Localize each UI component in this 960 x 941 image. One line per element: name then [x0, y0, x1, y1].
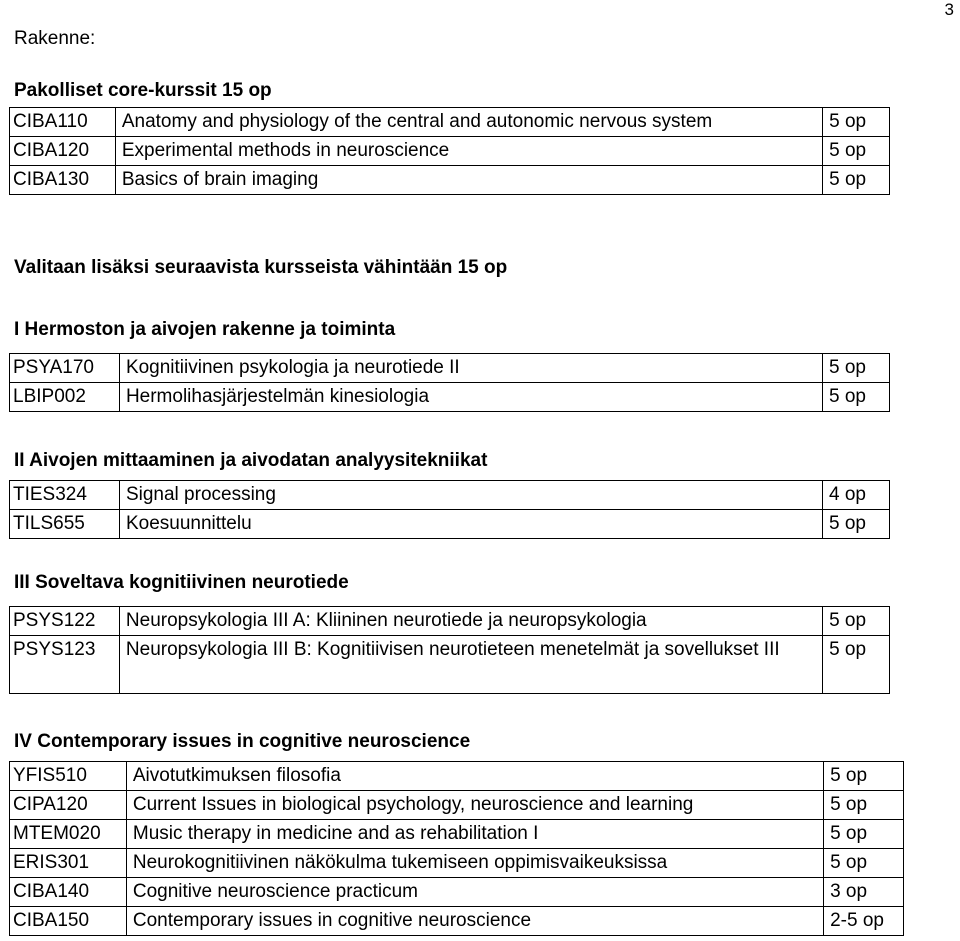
table-row — [10, 820, 904, 849]
course-name: Cognitive neuroscience practicum — [126, 878, 823, 907]
table-row — [10, 762, 904, 791]
course-credits: 5 op — [824, 762, 904, 791]
course-credits: 5 op — [823, 383, 890, 412]
section-heading: IV Contemporary issues in cognitive neuroscience — [14, 731, 471, 752]
course-name: Koesuunnittelu — [119, 510, 822, 539]
table-row — [10, 166, 890, 195]
course-name: Basics of brain imaging — [115, 166, 822, 195]
section-course-table — [9, 606, 890, 694]
table-row — [10, 849, 904, 878]
table-row — [10, 510, 890, 539]
table-row — [10, 137, 890, 166]
table-row — [10, 907, 904, 936]
course-name: Neuropsykologia III B: Kognitiivisen neurotieteen menetelmät ja sovellukset III — [119, 636, 822, 694]
course-code: YFIS510 — [10, 762, 127, 791]
table-row — [10, 878, 904, 907]
course-code: ERIS301 — [10, 849, 127, 878]
page-number: 3 — [944, 0, 954, 19]
core-course-table — [9, 107, 890, 195]
course-credits: 5 op — [824, 820, 904, 849]
course-name: Anatomy and physiology of the central and autonomic nervous system — [115, 108, 822, 137]
course-code: TILS655 — [10, 510, 120, 539]
course-name: Contemporary issues in cognitive neuroscience — [126, 907, 823, 936]
course-credits: 5 op — [823, 607, 890, 636]
course-credits: 4 op — [823, 481, 890, 510]
course-code: MTEM020 — [10, 820, 127, 849]
course-credits: 5 op — [823, 354, 890, 383]
course-code: PSYA170 — [10, 354, 120, 383]
course-name: Experimental methods in neuroscience — [115, 137, 822, 166]
course-name: Signal processing — [119, 481, 822, 510]
table-row — [10, 636, 890, 694]
course-name: Aivotutkimuksen filosofia — [126, 762, 823, 791]
course-code: PSYS122 — [10, 607, 120, 636]
elective-intro: Valitaan lisäksi seuraavista kursseista vähintään 15 op — [14, 257, 508, 278]
table-row — [10, 791, 904, 820]
course-name: Neurokognitiivinen näkökulma tukemiseen oppimisvaikeuksissa — [126, 849, 823, 878]
section-course-table — [9, 761, 904, 936]
course-credits: 5 op — [824, 791, 904, 820]
table-row — [10, 607, 890, 636]
course-name: Neuropsykologia III A: Kliininen neurotiede ja neuropsykologia — [119, 607, 822, 636]
course-code: TIES324 — [10, 481, 120, 510]
course-code: CIBA150 — [10, 907, 127, 936]
course-name: Hermolihasjärjestelmän kinesiologia — [119, 383, 822, 412]
course-code: PSYS123 — [10, 636, 120, 694]
table-row — [10, 383, 890, 412]
table-row — [10, 354, 890, 383]
course-code: LBIP002 — [10, 383, 120, 412]
course-credits: 5 op — [823, 108, 890, 137]
course-credits: 5 op — [823, 137, 890, 166]
course-name: Current Issues in biological psychology, neuroscience and learning — [126, 791, 823, 820]
course-credits: 5 op — [824, 849, 904, 878]
course-code: CIPA120 — [10, 791, 127, 820]
section-heading: III Soveltava kognitiivinen neurotiede — [14, 572, 349, 593]
intro-label: Rakenne: — [14, 28, 96, 49]
table-row — [10, 481, 890, 510]
course-credits: 2-5 op — [824, 907, 904, 936]
course-name: Music therapy in medicine and as rehabilitation I — [126, 820, 823, 849]
section-course-table — [9, 480, 890, 539]
table-row — [10, 108, 890, 137]
core-heading: Pakolliset core-kurssit 15 op — [14, 80, 272, 101]
section-heading: I Hermoston ja aivojen rakenne ja toiminta — [14, 319, 396, 340]
section-course-table — [9, 353, 890, 412]
course-code: CIBA130 — [10, 166, 116, 195]
course-code: CIBA120 — [10, 137, 116, 166]
course-credits: 5 op — [823, 636, 890, 694]
course-credits: 3 op — [824, 878, 904, 907]
course-code: CIBA110 — [10, 108, 116, 137]
course-credits: 5 op — [823, 166, 890, 195]
course-code: CIBA140 — [10, 878, 127, 907]
section-heading: II Aivojen mittaaminen ja aivodatan analyysitekniikat — [14, 450, 488, 471]
course-credits: 5 op — [823, 510, 890, 539]
course-name: Kognitiivinen psykologia ja neurotiede II — [119, 354, 822, 383]
